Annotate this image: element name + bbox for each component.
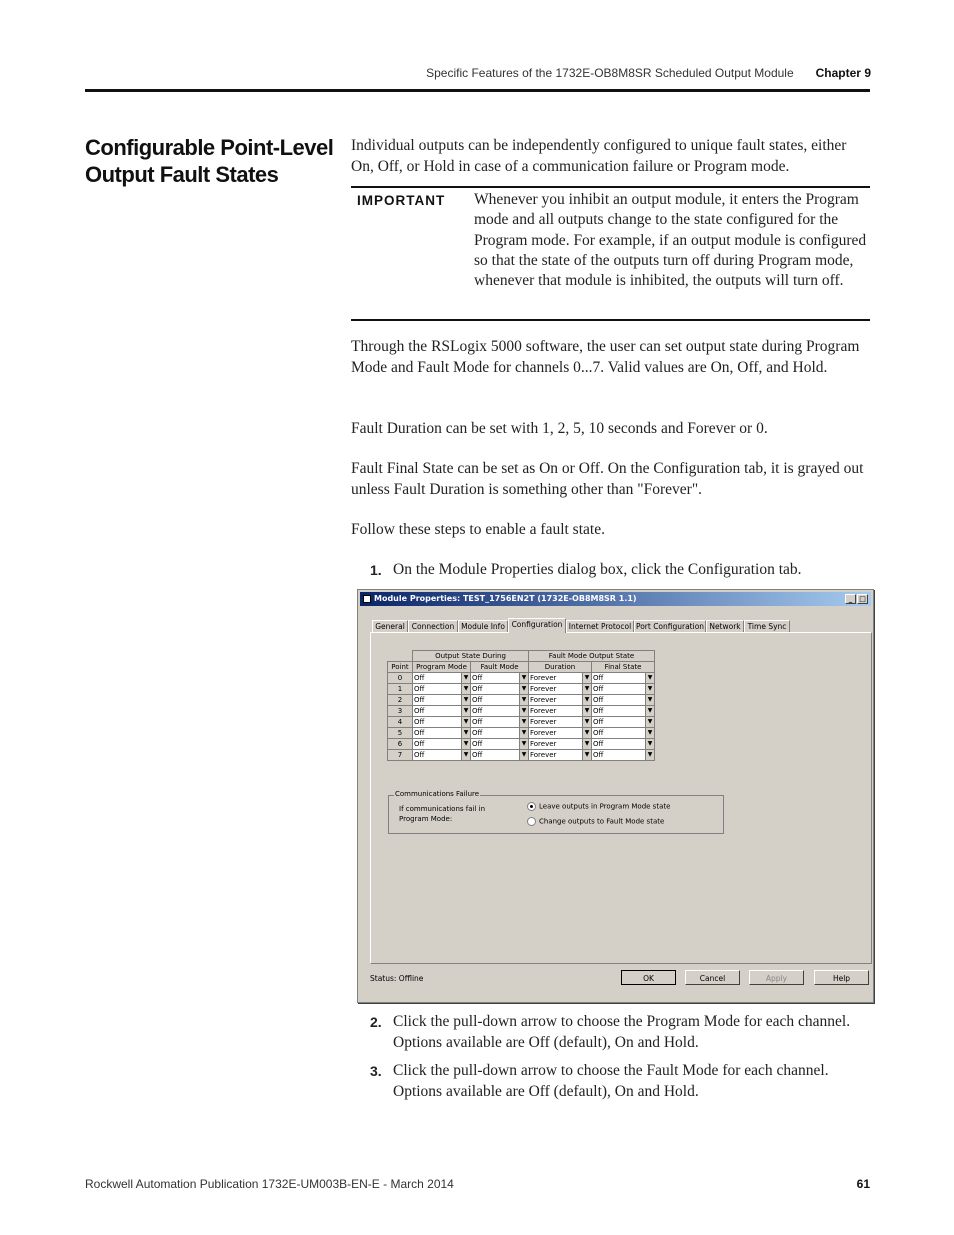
point-cell: 5 <box>388 728 413 739</box>
duration-value: Forever <box>530 729 557 737</box>
dropdown-arrow-icon[interactable]: ▼ <box>582 673 591 683</box>
dropdown-arrow-icon[interactable]: ▼ <box>645 717 654 727</box>
duration-select[interactable] <box>529 673 592 684</box>
final-state-value: Off <box>593 751 604 759</box>
point-cell: 3 <box>388 706 413 717</box>
publication-info: Rockwell Automation Publication 1732E-UM003B-EN-E - March 2014 <box>85 1177 454 1191</box>
final-state-value: Off <box>593 674 604 682</box>
configuration-panel <box>370 632 872 964</box>
table-row <box>388 695 655 706</box>
communications-failure-group <box>388 790 724 834</box>
program-mode-value: Off <box>414 696 425 704</box>
dropdown-arrow-icon[interactable]: ▼ <box>519 739 528 749</box>
radio-label: Change outputs to Fault Mode state <box>539 817 665 826</box>
final-state-select[interactable] <box>592 739 655 750</box>
fault-mode-select[interactable] <box>471 695 529 706</box>
running-header <box>426 66 871 80</box>
section-title: Configurable Point-Level Output Fault States <box>85 135 334 187</box>
dropdown-arrow-icon[interactable]: ▼ <box>645 728 654 738</box>
radio-change-outputs[interactable] <box>527 817 664 826</box>
program-mode-select[interactable] <box>413 739 471 750</box>
fault-mode-value: Off <box>472 674 483 682</box>
program-mode-value: Off <box>414 707 425 715</box>
point-cell: 7 <box>388 750 413 761</box>
dropdown-arrow-icon[interactable]: ▼ <box>645 739 654 749</box>
program-mode-value: Off <box>414 674 425 682</box>
dropdown-arrow-icon[interactable]: ▼ <box>519 673 528 683</box>
running-header-text: Specific Features of the 1732E-OB8M8SR Scheduled Output Module <box>426 66 794 80</box>
table-row <box>388 706 655 717</box>
apply-button[interactable]: Apply <box>749 970 804 985</box>
step-text: On the Module Properties dialog box, click the Configuration tab. <box>393 561 802 578</box>
duration-select[interactable] <box>529 739 592 750</box>
program-mode-value: Off <box>414 729 425 737</box>
step-text: Click the pull-down arrow to choose the Fault Mode for each channel. Options available are Off (default), On and Hold. <box>393 1062 829 1100</box>
program-mode-value: Off <box>414 751 425 759</box>
duration-value: Forever <box>530 674 557 682</box>
tab-time-sync[interactable]: Time Sync <box>744 620 790 632</box>
duration-value: Forever <box>530 685 557 693</box>
point-cell: 1 <box>388 684 413 695</box>
important-label: IMPORTANT <box>357 193 446 208</box>
final-state-value: Off <box>593 740 604 748</box>
col-point: Point <box>388 662 413 673</box>
tab-module-info[interactable]: Module Info <box>458 620 508 632</box>
step-number: 1. <box>370 562 382 578</box>
fault-mode-select[interactable] <box>471 728 529 739</box>
table-row <box>388 750 655 761</box>
dropdown-arrow-icon[interactable]: ▼ <box>582 739 591 749</box>
program-mode-select[interactable] <box>413 684 471 695</box>
duration-value: Forever <box>530 696 557 704</box>
tab-general[interactable]: General <box>372 620 408 632</box>
final-state-select[interactable] <box>592 706 655 717</box>
chapter-label: Chapter 9 <box>815 66 871 80</box>
tab-configuration[interactable]: Configuration <box>508 618 566 633</box>
duration-value: Forever <box>530 707 557 715</box>
dropdown-arrow-icon[interactable]: ▼ <box>582 728 591 738</box>
point-cell: 0 <box>388 673 413 684</box>
group-label: Communications Failure <box>395 790 480 798</box>
program-mode-select[interactable] <box>413 706 471 717</box>
fault-mode-value: Off <box>472 751 483 759</box>
duration-select[interactable] <box>529 684 592 695</box>
tab-connection[interactable]: Connection <box>408 620 458 632</box>
fault-mode-select[interactable] <box>471 673 529 684</box>
program-mode-value: Off <box>414 740 425 748</box>
final-state-value: Off <box>593 718 604 726</box>
dialog-title-bar <box>360 592 871 606</box>
final-state-select[interactable] <box>592 695 655 706</box>
dropdown-arrow-icon[interactable]: ▼ <box>461 695 470 705</box>
dropdown-arrow-icon[interactable]: ▼ <box>461 684 470 694</box>
dropdown-arrow-icon[interactable]: ▼ <box>461 717 470 727</box>
fault-mode-select[interactable] <box>471 750 529 761</box>
dropdown-arrow-icon[interactable]: ▼ <box>519 717 528 727</box>
fault-mode-value: Off <box>472 729 483 737</box>
step-number: 3. <box>370 1063 382 1079</box>
dropdown-arrow-icon[interactable]: ▼ <box>582 750 591 760</box>
page-number: 61 <box>856 1177 870 1191</box>
duration-value: Forever <box>530 751 557 759</box>
help-button[interactable]: Help <box>814 970 869 985</box>
final-state-value: Off <box>593 696 604 704</box>
final-state-value: Off <box>593 685 604 693</box>
intro-paragraph: Individual outputs can be independently configured to unique fault states, either On, Off, or Hold in case of a communication failure or Program mode. <box>351 137 847 175</box>
tab-port-configuration[interactable]: Port Configuration <box>635 622 705 631</box>
dropdown-arrow-icon[interactable]: ▼ <box>645 750 654 760</box>
page-footer <box>85 1177 870 1191</box>
dropdown-arrow-icon[interactable]: ▼ <box>645 695 654 705</box>
table-row <box>388 739 655 750</box>
fault-mode-value: Off <box>472 696 483 704</box>
paragraph-follow-steps: Follow these steps to enable a fault state. <box>351 521 605 538</box>
comm-failure-prompt: If communications fail in Program Mode: <box>399 805 486 823</box>
important-text: Whenever you inhibit an output module, it enters the Program mode and all outputs change to the state configured for the Program mode. For example, if an output module is configured so that the state of the outputs turn off during Program mode, whenever that module is inhibited, the outputs will turn off. <box>474 191 867 290</box>
dialog-title: Module Properties: TEST_1756EN2T (1732E-OB8M8SR 1.1) <box>374 594 637 603</box>
point-cell: 6 <box>388 739 413 750</box>
maximize-icon[interactable]: □ <box>857 594 868 604</box>
dropdown-arrow-icon[interactable]: ▼ <box>645 706 654 716</box>
step-number: 2. <box>370 1014 382 1030</box>
window-icon <box>363 595 371 603</box>
dropdown-arrow-icon[interactable]: ▼ <box>519 695 528 705</box>
fault-mode-select[interactable] <box>471 684 529 695</box>
radio-label: Leave outputs in Program Mode state <box>539 802 671 811</box>
fault-mode-select[interactable] <box>471 717 529 728</box>
paragraph-fault-duration: Fault Duration can be set with 1, 2, 5, 10 seconds and Forever or 0. <box>351 420 768 437</box>
table-row <box>388 684 655 695</box>
final-state-select[interactable] <box>592 750 655 761</box>
cancel-button[interactable]: Cancel <box>685 970 740 985</box>
dropdown-arrow-icon[interactable]: ▼ <box>519 728 528 738</box>
ok-button[interactable]: OK <box>621 970 676 985</box>
radio-selected-icon[interactable] <box>527 802 536 811</box>
table-row <box>388 673 655 684</box>
dropdown-arrow-icon[interactable]: ▼ <box>519 684 528 694</box>
fault-mode-value: Off <box>472 740 483 748</box>
duration-select[interactable] <box>529 695 592 706</box>
step-3 <box>370 1061 875 1102</box>
fault-mode-value: Off <box>472 685 483 693</box>
step-text: Click the pull-down arrow to choose the Program Mode for each channel. Options available are Off (default), On and Hold. <box>393 1013 851 1051</box>
duration-select[interactable] <box>529 728 592 739</box>
dropdown-arrow-icon[interactable]: ▼ <box>582 717 591 727</box>
dropdown-arrow-icon[interactable]: ▼ <box>461 750 470 760</box>
dropdown-arrow-icon[interactable]: ▼ <box>582 706 591 716</box>
program-mode-select[interactable] <box>413 717 471 728</box>
duration-select[interactable] <box>529 717 592 728</box>
fault-mode-value: Off <box>472 707 483 715</box>
program-mode-value: Off <box>414 718 425 726</box>
step-2 <box>370 1012 875 1053</box>
tab-network[interactable]: Network <box>706 620 744 632</box>
program-mode-select[interactable] <box>413 695 471 706</box>
duration-value: Forever <box>530 740 557 748</box>
output-state-header: Output State During <box>413 651 529 662</box>
point-cell: 4 <box>388 717 413 728</box>
minimize-icon[interactable]: _ <box>845 594 856 604</box>
dropdown-arrow-icon[interactable]: ▼ <box>519 706 528 716</box>
dropdown-arrow-icon[interactable]: ▼ <box>461 706 470 716</box>
table-row <box>388 717 655 728</box>
duration-select[interactable] <box>529 750 592 761</box>
final-state-select[interactable] <box>592 684 655 695</box>
fault-mode-value: Off <box>472 718 483 726</box>
radio-leave-outputs[interactable] <box>527 802 670 811</box>
radio-unselected-icon[interactable] <box>527 817 536 826</box>
dropdown-arrow-icon[interactable]: ▼ <box>461 673 470 683</box>
col-duration: Duration <box>529 662 592 673</box>
step-1 <box>370 560 875 581</box>
dropdown-arrow-icon[interactable]: ▼ <box>461 728 470 738</box>
col-program-mode: Program Mode <box>413 662 471 673</box>
final-state-select[interactable] <box>592 717 655 728</box>
module-properties-dialog <box>357 589 874 1003</box>
dropdown-arrow-icon[interactable]: ▼ <box>519 750 528 760</box>
tab-internet-protocol[interactable]: Internet Protocol <box>566 620 634 632</box>
dropdown-arrow-icon[interactable]: ▼ <box>582 695 591 705</box>
col-final-state: Final State <box>592 662 655 673</box>
fault-mode-select[interactable] <box>471 739 529 750</box>
program-mode-value: Off <box>414 685 425 693</box>
duration-value: Forever <box>530 718 557 726</box>
col-fault-mode: Fault Mode <box>471 662 529 673</box>
point-cell: 2 <box>388 695 413 706</box>
final-state-select[interactable] <box>592 728 655 739</box>
duration-select[interactable] <box>529 706 592 717</box>
fault-state-header: Fault Mode Output State <box>529 651 655 662</box>
dropdown-arrow-icon[interactable]: ▼ <box>645 673 654 683</box>
paragraph-rslogix: Through the RSLogix 5000 software, the user can set output state during Program Mode and Fault Mode for channels 0...7. Valid values are On, Off, and Hold. <box>351 338 860 376</box>
fault-mode-select[interactable] <box>471 706 529 717</box>
program-mode-select[interactable] <box>413 750 471 761</box>
status-text: Status: Offline <box>370 974 424 983</box>
final-state-select[interactable] <box>592 673 655 684</box>
program-mode-select[interactable] <box>413 673 471 684</box>
dropdown-arrow-icon[interactable]: ▼ <box>461 739 470 749</box>
table-row <box>388 728 655 739</box>
important-box <box>351 186 870 321</box>
paragraph-fault-final-state: Fault Final State can be set as On or Off. On the Configuration tab, it is grayed out unless Fault Duration is something other than "Forever". <box>351 460 864 498</box>
program-mode-select[interactable] <box>413 728 471 739</box>
output-state-grid <box>387 650 655 761</box>
header-rule <box>85 89 870 92</box>
dropdown-arrow-icon[interactable]: ▼ <box>582 684 591 694</box>
dropdown-arrow-icon[interactable]: ▼ <box>645 684 654 694</box>
final-state-value: Off <box>593 729 604 737</box>
final-state-value: Off <box>593 707 604 715</box>
